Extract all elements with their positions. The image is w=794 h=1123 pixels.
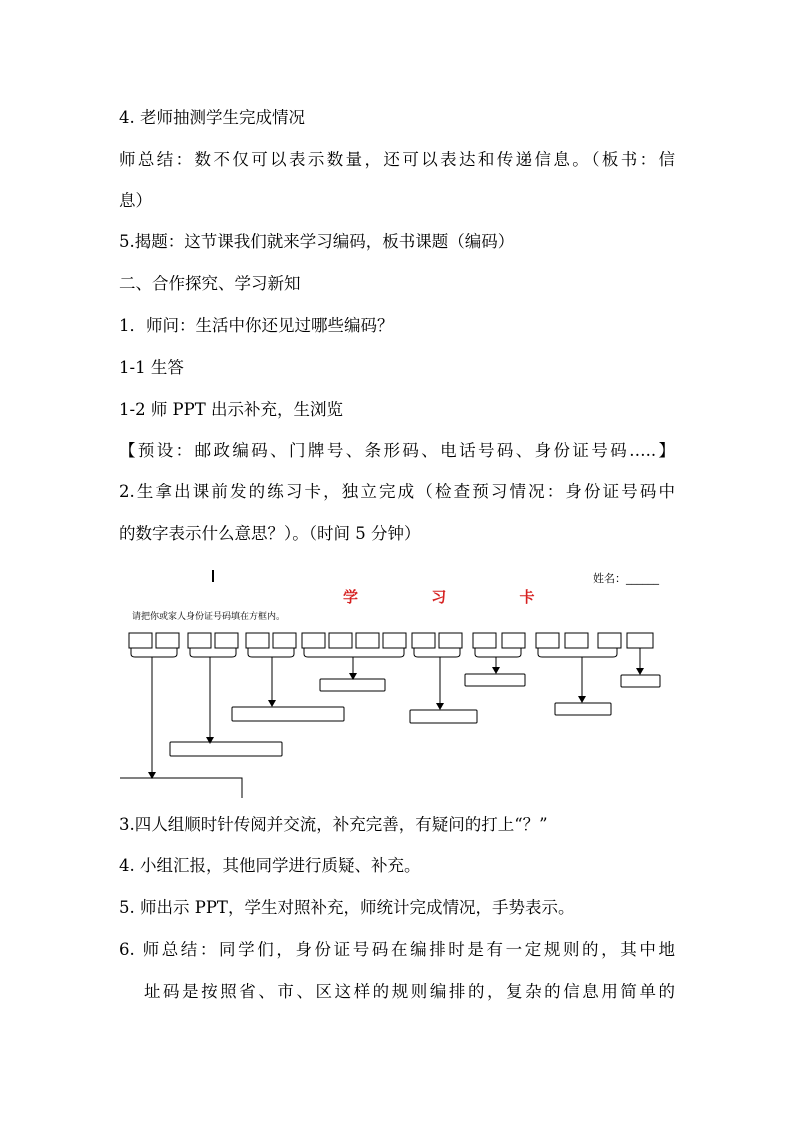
text-line-3: 息）	[119, 191, 152, 210]
text-line-13: 4. 小组汇报，其他同学进行质疑、补充。	[119, 856, 421, 875]
section-heading: 二、合作探究、学习新知	[119, 274, 301, 293]
text-line-15: 6. 师总结：同学们，身份证号码在编排时是有一定规则的，其中地	[119, 940, 675, 959]
text-line-2: 师总结：数不仅可以表示数量，还可以表达和传递信息。（板书：信	[119, 150, 675, 169]
text-line-12: 3.四人组顺时针传阅并交流，补充完善，有疑问的打上“？”	[119, 815, 548, 834]
text-line-6: 1．师问：生活中你还见过哪些编码？	[119, 316, 394, 335]
text-line-10: 2.生拿出课前发的练习卡，独立完成（检查预习情况：身份证号码中	[119, 482, 675, 501]
text-line-8: 1-2 师 PPT 出示补充，生浏览	[119, 400, 344, 419]
card-title: 学 习 卡	[343, 588, 569, 606]
text-line-14: 5. 师出示 PPT，学生对照补充，师统计完成情况，手势表示。	[119, 898, 575, 917]
text-line-11: 的数字表示什么意思？）。（时间 5 分钟）	[119, 524, 421, 543]
text-line-7: 1-1 生答	[119, 358, 184, 377]
text-line-1: 4. 老师抽测学生完成情况	[119, 108, 305, 127]
name-field-label: 姓名：______	[593, 572, 659, 585]
card-instruction: 请把你或家人身份证号码填在方框内。	[132, 612, 286, 622]
text-line-4: 5.揭题：这节课我们就来学习编码，板书课题（编码）	[119, 232, 515, 251]
text-line-9: 【预设：邮政编码、门牌号、条形码、电话号码、身份证号码…..】	[119, 441, 675, 460]
text-line-16: 址码是按照省、市、区这样的规则编排的，复杂的信息用简单的	[144, 982, 675, 1001]
